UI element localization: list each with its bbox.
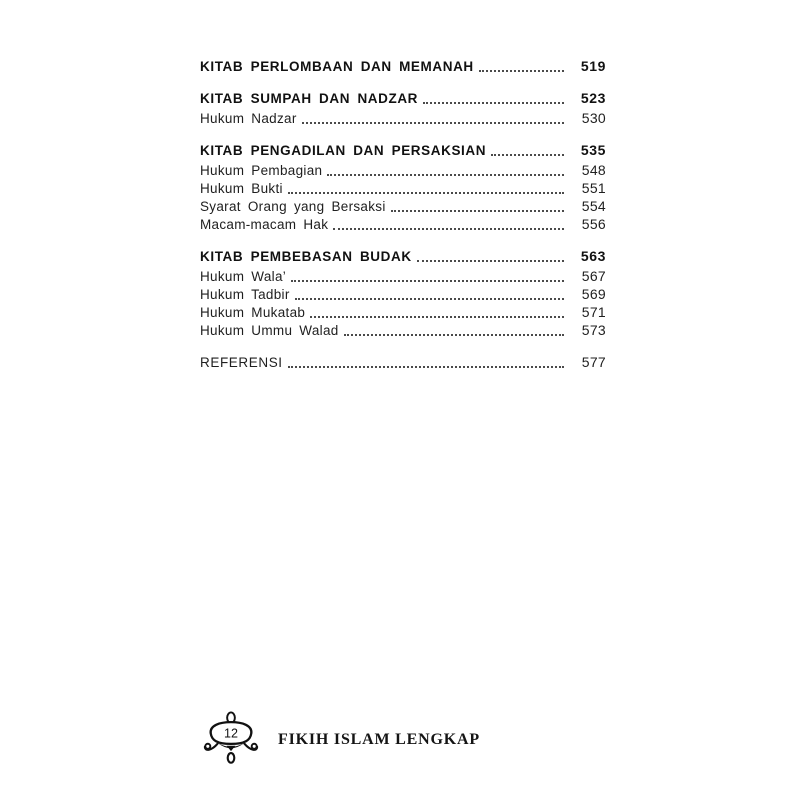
toc-entry [200,267,606,285]
toc-entry-page-number: 577 [581,354,606,370]
toc-entry-label: Hukum Mukatab [200,305,306,320]
toc-entry [200,89,606,107]
dot-leader [423,102,564,104]
toc-entry-page-number: 523 [580,90,606,106]
dot-leader [295,298,564,300]
ornament-bottom-drop [228,753,235,763]
toc-entry [200,161,606,179]
dot-leader [491,154,564,156]
toc-entry-page-number: 556 [581,216,606,232]
dot-leader [288,192,564,194]
toc-entry-label: KITAB PEMBEBASAN BUDAK [200,249,412,264]
toc-entry-label: Hukum Nadzar [200,111,297,126]
dot-leader [333,228,564,230]
table-of-contents [200,57,606,371]
book-title: FIKIH ISLAM LENGKAP [278,731,480,748]
toc-entry-page-number: 563 [580,248,606,264]
toc-entry-label: REFERENSI [200,355,283,370]
toc-entry [200,179,606,197]
dot-leader [302,122,564,124]
toc-entry [200,353,606,371]
toc-group [200,247,606,339]
page-footer [202,711,480,769]
toc-entry-page-number: 548 [581,162,606,178]
dot-leader [344,334,564,336]
toc-entry [200,285,606,303]
toc-entry [200,321,606,339]
toc-entry-page-number: 571 [581,304,606,320]
toc-entry-page-number: 530 [581,110,606,126]
toc-entry-page-number: 554 [581,198,606,214]
dot-leader [310,316,564,318]
toc-entry-label: Hukum Bukti [200,181,283,196]
toc-entry-label: KITAB PENGADILAN DAN PERSAKSIAN [200,143,487,158]
ornament-left-curl-eye [205,744,210,749]
toc-entry-label: Hukum Tadbir [200,287,290,302]
toc-entry [200,141,606,159]
dot-leader [391,210,564,212]
dot-leader [479,70,564,72]
toc-entry-page-number: 573 [581,322,606,338]
toc-group [200,353,606,371]
toc-entry-page-number: 519 [580,58,606,74]
toc-entry-label: Macam-macam Hak [200,217,329,232]
ornament-chevron [227,746,236,751]
toc-entry [200,109,606,127]
toc-entry-page-number: 567 [581,268,606,284]
toc-entry [200,57,606,75]
toc-group [200,141,606,233]
toc-entry-label: Syarat Orang yang Bersaksi [200,199,386,214]
toc-entry [200,215,606,233]
toc-entry-label: KITAB SUMPAH DAN NADZAR [200,91,419,106]
toc-entry-page-number: 569 [581,286,606,302]
dot-leader [291,280,564,282]
toc-entry-page-number: 535 [580,142,606,158]
dot-leader [417,260,564,262]
toc-entry-label: KITAB PERLOMBAAN DAN MEMANAH [200,59,474,74]
toc-entry-label: Hukum Wala’ [200,269,287,284]
toc-entry [200,197,606,215]
toc-entry-page-number: 551 [581,180,606,196]
toc-entry-label: Hukum Ummu Walad [200,323,339,338]
toc-group [200,89,606,127]
page-number: 12 [224,726,238,741]
toc-group [200,57,606,75]
ornament-right-curl-eye [252,744,257,749]
toc-entry [200,303,606,321]
dot-leader [288,366,564,368]
dot-leader [327,174,564,176]
toc-entry-label: Hukum Pembagian [200,163,323,178]
page-number-ornament [202,711,260,769]
toc-entry [200,247,606,265]
